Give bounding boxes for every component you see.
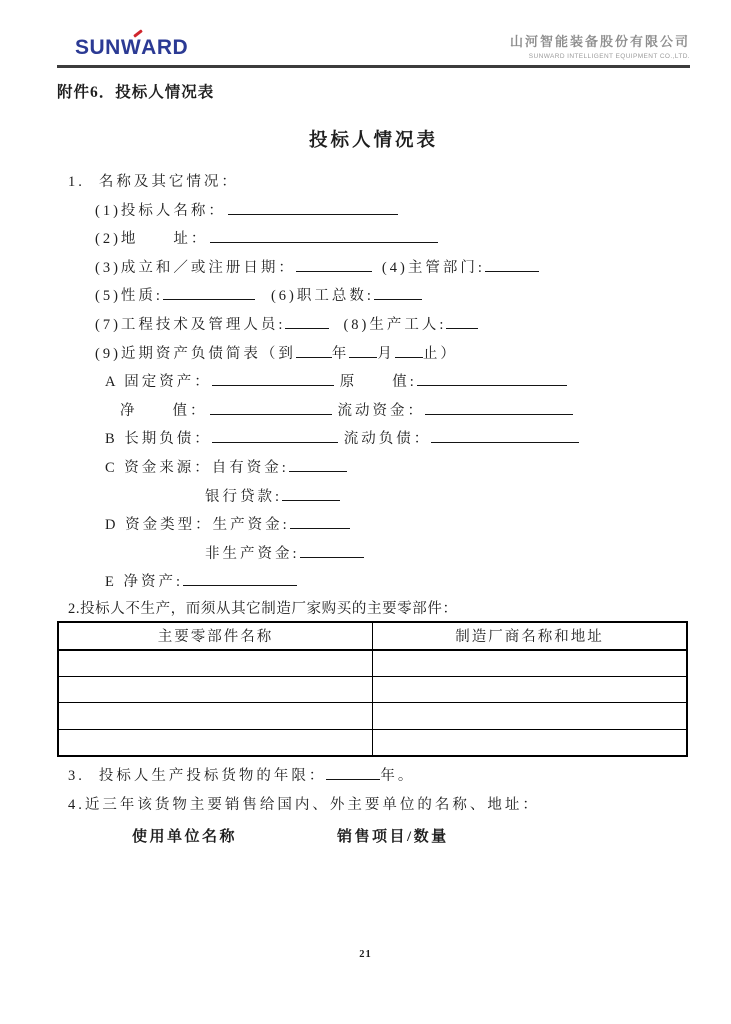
form-text: 银行贷款: <box>205 488 283 505</box>
blank-field[interactable] <box>163 285 255 300</box>
table-row <box>58 703 687 730</box>
table-row <box>58 650 687 677</box>
table-cell[interactable] <box>373 676 688 703</box>
form-text: (1)投标人名称： <box>95 202 226 219</box>
item-4-line <box>57 791 690 820</box>
form-text: 原 值: <box>339 374 417 391</box>
form-text: (9)近期资产负债简表（到 <box>95 345 296 362</box>
form-text: (6)职工总数: <box>270 288 374 305</box>
blank-field[interactable] <box>300 543 364 558</box>
header-divider <box>57 65 690 68</box>
table-row <box>58 729 687 756</box>
field-fixed-assets <box>57 368 690 397</box>
blank-field[interactable] <box>431 428 579 443</box>
table-cell[interactable] <box>373 703 688 730</box>
field-production-funds <box>57 511 690 540</box>
field-long-term-debt <box>57 425 690 454</box>
table-cell[interactable] <box>58 703 373 730</box>
field-nature <box>57 282 690 311</box>
table-cell[interactable] <box>58 650 373 677</box>
table-header-cell: 主要零部件名称 <box>58 622 373 650</box>
usage-unit-heading: 使用单位名称 <box>132 829 238 846</box>
form-text: (4)主管部门: <box>381 259 485 276</box>
blank-field[interactable] <box>210 400 332 415</box>
form-text: (3)成立和／或注册日期： <box>95 259 296 276</box>
table-header-row <box>58 622 687 650</box>
form-text: 流动资金： <box>337 402 425 419</box>
table-header-cell: 制造厂商名称和地址 <box>373 622 688 650</box>
field-net-assets <box>57 568 690 597</box>
field-net-value <box>57 397 690 426</box>
form-text: 1. <box>68 174 85 190</box>
blank-field[interactable] <box>183 571 297 586</box>
parts-table <box>57 621 688 757</box>
form-lines-top <box>57 168 690 621</box>
form-text: 3. <box>68 767 85 784</box>
form-text: C 资金来源：自有资金: <box>105 459 289 476</box>
blank-field[interactable] <box>289 457 347 472</box>
table-cell[interactable] <box>58 676 373 703</box>
form-text: A 固定资产： <box>105 374 212 391</box>
item-3-line <box>57 762 690 791</box>
blank-field[interactable] <box>282 486 340 501</box>
table-cell[interactable] <box>58 729 373 756</box>
field-address <box>57 225 690 254</box>
company-name-block <box>510 31 690 60</box>
sales-item-heading: 销售项目/数量 <box>337 829 449 846</box>
company-name-en: SUNWARD INTELLIGENT EQUIPMENT CO.,LTD. <box>528 53 690 60</box>
blank-field[interactable] <box>228 200 398 215</box>
document-title: 投标人情况表 <box>308 131 438 151</box>
item-2-heading <box>57 597 690 621</box>
usage-headings-row <box>57 825 690 849</box>
form-text: (8)生产工人: <box>343 316 447 333</box>
attachment-heading: 附件6．投标人情况表 <box>57 84 215 101</box>
form-text: 4.近三年该货物主要销售给国内、外主要单位的名称、地址： <box>68 796 540 813</box>
blank-field[interactable] <box>395 343 423 358</box>
blank-field[interactable] <box>326 765 380 780</box>
field-nonproduction-funds <box>57 540 690 569</box>
blank-field[interactable] <box>425 400 573 415</box>
form-text: 止） <box>422 345 458 362</box>
form-text: 年 <box>331 345 350 362</box>
form-text: 投标人生产投标货物的年限： <box>98 767 327 784</box>
table-row <box>58 676 687 703</box>
form-text: D 资金类型：生产资金: <box>105 517 290 534</box>
form-text: 非生产资金: <box>205 545 300 562</box>
table-cell[interactable] <box>373 729 688 756</box>
field-bidder-name <box>57 197 690 226</box>
blank-field[interactable] <box>296 257 372 272</box>
field-balance-sheet-date <box>57 340 690 369</box>
field-engineers-workers <box>57 311 690 340</box>
table-cell[interactable] <box>373 650 688 677</box>
blank-field[interactable] <box>349 343 377 358</box>
page-header <box>57 14 690 60</box>
form-text: (2)地 址： <box>95 231 209 248</box>
form-text: 名称及其它情况： <box>98 174 239 190</box>
page-number: 21 <box>359 949 372 960</box>
blank-field[interactable] <box>212 371 334 386</box>
blank-field[interactable] <box>296 343 332 358</box>
form-lines-bottom <box>57 762 690 819</box>
form-text: (5)性质: <box>95 288 163 305</box>
parts-table-body <box>58 650 687 756</box>
field-bank-loan <box>57 483 690 512</box>
form-text: 2.投标人不生产，而须从其它制造厂家购买的主要零部件： <box>68 600 458 617</box>
blank-field[interactable] <box>285 314 329 329</box>
item-1-heading <box>57 168 690 197</box>
form-text: 流动负债： <box>343 431 432 448</box>
form-text: (7)工程技术及管理人员: <box>95 316 286 333</box>
form-text: 净 值： <box>120 402 208 419</box>
form-text: 月 <box>377 345 395 362</box>
form-text: B 长期负债： <box>105 431 212 448</box>
blank-field[interactable] <box>212 428 338 443</box>
sunward-logo <box>75 36 188 60</box>
blank-field[interactable] <box>417 371 567 386</box>
sunward-logo-text: SUNW ARD <box>75 36 188 59</box>
parts-table-head <box>58 622 687 650</box>
field-own-funds <box>57 454 690 483</box>
blank-field[interactable] <box>446 314 478 329</box>
blank-field[interactable] <box>485 257 539 272</box>
blank-field[interactable] <box>210 228 438 243</box>
form-text: E 净资产: <box>105 574 184 591</box>
company-name-cn: 山河智能装备股份有限公司 <box>509 34 690 49</box>
form-text: 年。 <box>380 767 416 784</box>
blank-field[interactable] <box>290 514 350 529</box>
field-registration-date <box>57 254 690 283</box>
blank-field[interactable] <box>374 285 422 300</box>
